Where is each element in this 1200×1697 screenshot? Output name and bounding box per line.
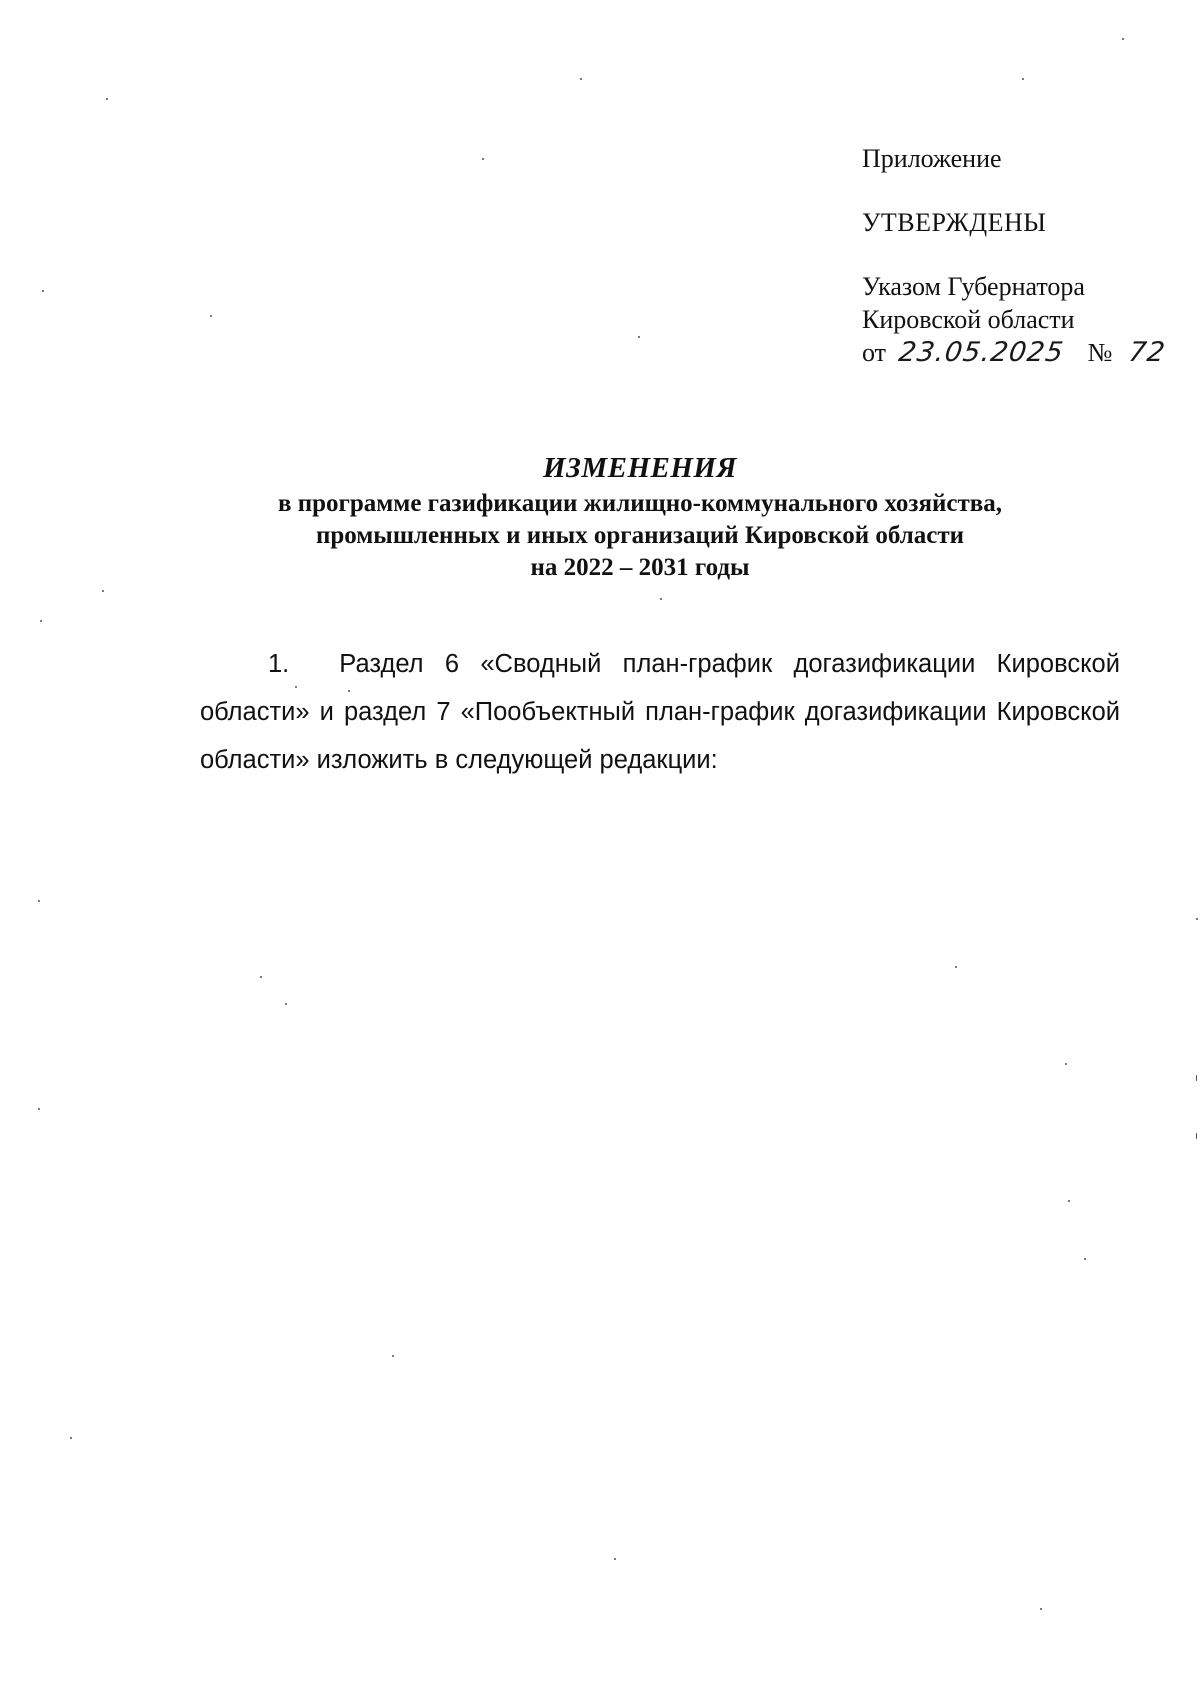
title-heading: ИЗМЕНЕНИЯ — [543, 452, 737, 484]
title-line-3: на 2022 – 2031 годы — [530, 554, 750, 581]
from-label: от — [862, 338, 887, 367]
title-line-1: в программе газификации жилищно-коммунального хозяйства, — [277, 490, 1003, 517]
handwritten-date: 23.05.2025 — [896, 337, 1066, 368]
approval-block — [862, 142, 1182, 369]
paragraph-number: 1. — [268, 650, 290, 678]
decree-date-number-line — [862, 336, 1182, 369]
decree-issuer-line2: Кировской области — [862, 305, 1075, 334]
decree-issuer-line1: Указом Губернатора — [862, 272, 1085, 301]
approved-label: УТВЕРЖДЕНЫ — [862, 208, 1047, 237]
number-sign: № — [1087, 338, 1113, 367]
document-title — [200, 450, 1080, 584]
title-line-2: промышленных и иных организаций Кировской области — [315, 522, 965, 549]
handwritten-number: 72 — [1126, 337, 1168, 368]
document-body — [200, 640, 1120, 784]
paragraph-1 — [200, 640, 1120, 784]
annex-label: Приложение — [862, 144, 1002, 173]
paragraph-text: Раздел 6 «Сводный план-график догазификации Кировской области» и раздел 7 «Пообъектный план-график догазификации Кировской области» изложить в следующей редакции: — [200, 650, 1120, 774]
